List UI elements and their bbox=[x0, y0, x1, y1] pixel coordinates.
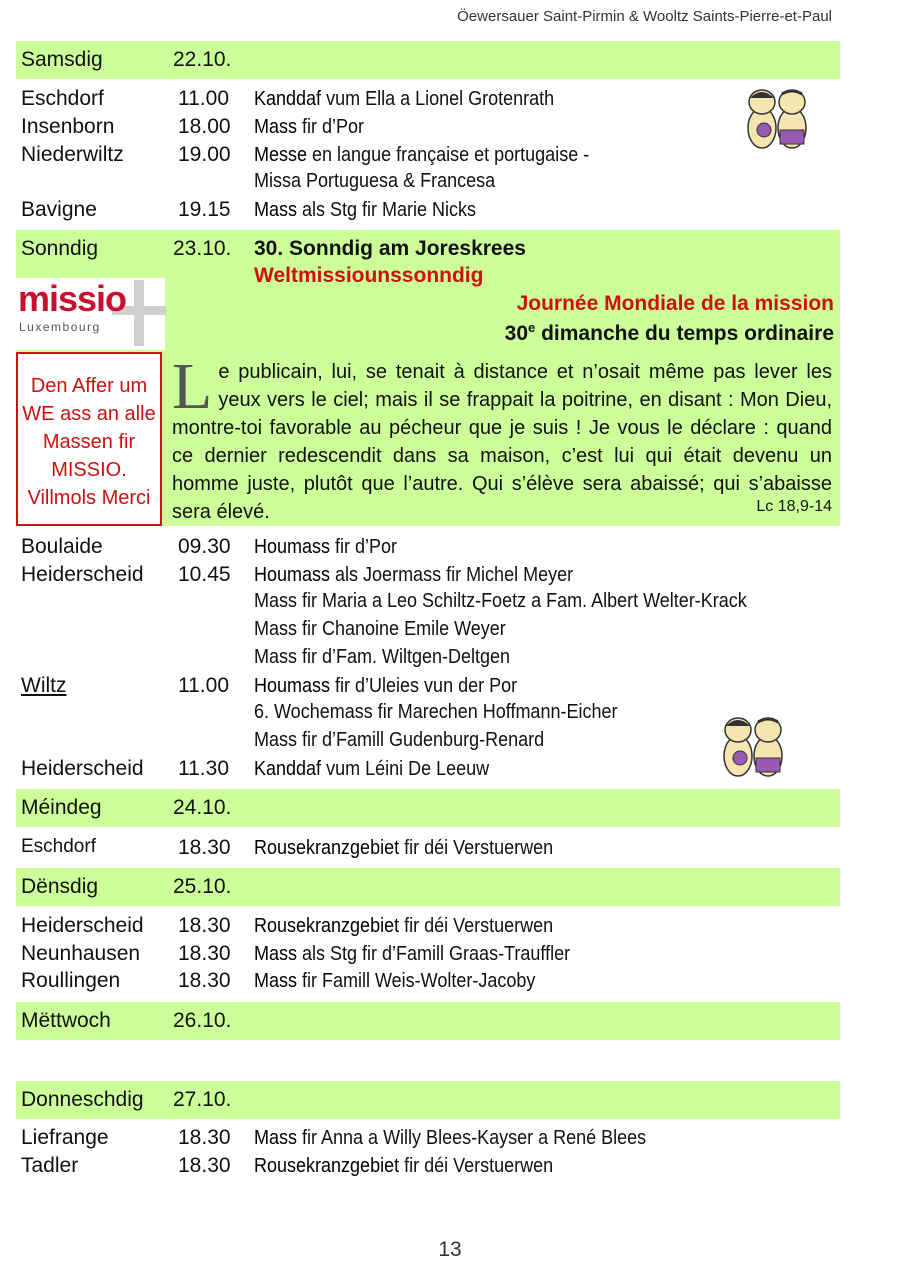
place: Heiderscheid bbox=[21, 914, 144, 937]
continuation-line: Missa Portuguesa & Francesa bbox=[254, 170, 496, 192]
description bbox=[254, 198, 501, 222]
service-detail: fir Anna a Willy Blees-Kayser a René Blees bbox=[297, 1127, 647, 1149]
description bbox=[254, 115, 376, 139]
schedule-row bbox=[16, 142, 840, 169]
service-kind: Rousekranzgebiet bbox=[254, 915, 400, 937]
description bbox=[254, 914, 586, 938]
service-kind: Houmass bbox=[254, 675, 331, 697]
quote-text: e publicain, lui, se tenait à distance et n’osait même pas lever les yeux vers le ciel; mais il se frappait la poitrine, en disant : Mon Dieu, montre-toi favorable au pécheur que je suis ! Je vous le déclare : quand ce dernier redescendit dans sa maison, c’est lui qui était devenu un homme juste, plutôt que l’autre. Qui s’élève sera abaissé; qui s’abaisse sera élevé. bbox=[172, 361, 832, 523]
logo-sub: Luxembourg bbox=[19, 320, 101, 334]
continuation-line: Mass fir Chanoine Emile Weyer bbox=[254, 618, 506, 640]
description bbox=[254, 1154, 586, 1178]
day-bar-tuesday bbox=[16, 868, 840, 906]
service-detail: als Stg fir d’Famill Graas-Trauffler bbox=[297, 943, 571, 965]
place: Eschdorf bbox=[21, 836, 96, 857]
page-header: Öewersauer Saint-Pirmin & Wooltz Saints-Pierre-et-Paul bbox=[457, 8, 832, 25]
schedule-row bbox=[16, 673, 840, 700]
day-date: 27.10. bbox=[173, 1088, 232, 1111]
service-detail: als Stg fir Marie Nicks bbox=[297, 199, 477, 221]
place: Heiderscheid bbox=[21, 563, 144, 586]
service-detail: fir d’Uleies vun der Por bbox=[330, 675, 518, 697]
schedule-row bbox=[16, 913, 840, 940]
time: 18.30 bbox=[178, 942, 231, 965]
schedule-row bbox=[16, 86, 840, 113]
service-detail: fir d’Por bbox=[330, 536, 398, 558]
place: Heiderscheid bbox=[21, 757, 144, 780]
service-kind: Mass bbox=[254, 116, 298, 138]
description bbox=[254, 836, 586, 860]
description bbox=[254, 143, 626, 167]
description bbox=[254, 535, 413, 559]
description bbox=[254, 674, 546, 698]
time: 19.15 bbox=[178, 198, 231, 221]
description bbox=[254, 563, 609, 587]
time: 11.00 bbox=[178, 87, 229, 110]
description bbox=[254, 942, 605, 966]
service-kind: Mass bbox=[254, 970, 298, 992]
time: 18.00 bbox=[178, 115, 231, 138]
day-bar-wednesday bbox=[16, 1002, 840, 1040]
place: Boulaide bbox=[21, 535, 103, 558]
time: 18.30 bbox=[178, 914, 231, 937]
continuation-line: Mass fir d’Famill Gudenburg-Renard bbox=[254, 729, 545, 751]
schedule-row bbox=[16, 968, 840, 995]
service-kind: Rousekranzgebiet bbox=[254, 1155, 400, 1177]
schedule-row bbox=[16, 114, 840, 141]
service-kind: Rousekranzgebiet bbox=[254, 837, 400, 859]
quote-reference: Lc 18,9-14 bbox=[756, 498, 832, 515]
service-kind: Mass bbox=[254, 199, 298, 221]
time: 18.30 bbox=[178, 1154, 231, 1177]
continuation-line: Mass fir d’Fam. Wiltgen-Deltgen bbox=[254, 646, 511, 668]
day-name: Donneschdig bbox=[21, 1088, 144, 1111]
service-detail: fir déi Verstuerwen bbox=[399, 915, 554, 937]
continuation-line: Mass fir Maria a Leo Schiltz-Foetz a Fam. Albert Welter-Krack bbox=[254, 590, 747, 612]
day-date: 26.10. bbox=[173, 1009, 232, 1032]
day-bar-monday bbox=[16, 789, 840, 827]
service-detail: als Joermass fir Michel Meyer bbox=[330, 564, 574, 586]
missio-logo bbox=[16, 278, 165, 350]
place: Tadler bbox=[21, 1154, 79, 1177]
day-name: Samsdig bbox=[21, 48, 103, 71]
service-detail: fir déi Verstuerwen bbox=[399, 837, 554, 859]
day-bar-saturday bbox=[16, 41, 840, 79]
description bbox=[254, 1126, 690, 1150]
time: 09.30 bbox=[178, 535, 231, 558]
service-kind: Houmass bbox=[254, 564, 331, 586]
gospel-quote bbox=[172, 350, 832, 526]
description bbox=[254, 87, 588, 111]
service-kind: Kanddaf bbox=[254, 88, 322, 110]
day-date: 23.10. bbox=[173, 237, 232, 260]
place: Eschdorf bbox=[21, 87, 104, 110]
logo-word: missio bbox=[18, 278, 127, 319]
service-detail: en langue française et portugaise - bbox=[307, 144, 590, 166]
place: Neunhausen bbox=[21, 942, 141, 965]
service-kind: Houmass bbox=[254, 536, 331, 558]
day-date: 24.10. bbox=[173, 796, 232, 819]
place: Wiltz bbox=[21, 674, 67, 697]
schedule-row bbox=[16, 835, 840, 862]
page-number: 13 bbox=[438, 1238, 462, 1261]
day-name: Sonndig bbox=[21, 237, 99, 260]
missio-appeal-box: Den Affer um WE ass an alle Massen fir MISSIO. Villmols Merci bbox=[16, 352, 162, 526]
place: Liefrange bbox=[21, 1126, 109, 1149]
description bbox=[254, 969, 567, 993]
service-detail: vum Ella a Lionel Grotenrath bbox=[321, 88, 555, 110]
service-kind: Kanddaf bbox=[254, 758, 322, 780]
service-kind: Mass bbox=[254, 1127, 298, 1149]
time: 11.30 bbox=[178, 757, 229, 780]
place: Insenborn bbox=[21, 115, 115, 138]
day-name: Dënsdig bbox=[21, 875, 99, 898]
time: 18.30 bbox=[178, 1126, 231, 1149]
service-kind: Messe bbox=[254, 144, 308, 166]
place: Niederwiltz bbox=[21, 143, 124, 166]
service-detail: vum Léini De Leeuw bbox=[321, 758, 490, 780]
french-subtitle: 30e dimanche du temps ordinaire bbox=[504, 320, 834, 345]
baptism-children-icon bbox=[718, 714, 788, 780]
schedule-row bbox=[16, 1125, 840, 1152]
time: 19.00 bbox=[178, 143, 231, 166]
place: Bavigne bbox=[21, 198, 97, 221]
description bbox=[254, 757, 515, 781]
baptism-children-icon bbox=[742, 86, 812, 152]
schedule-row bbox=[16, 1153, 840, 1180]
day-name: Méindeg bbox=[21, 796, 102, 819]
sunday-title: 30. Sonndig am Joreskrees bbox=[254, 237, 526, 260]
time: 10.45 bbox=[178, 563, 231, 586]
schedule-row bbox=[16, 941, 840, 968]
french-title: Journée Mondiale de la mission bbox=[516, 292, 834, 315]
time: 11.00 bbox=[178, 674, 229, 697]
time: 18.30 bbox=[178, 969, 231, 992]
schedule-row bbox=[16, 534, 840, 561]
sunday-subtitle: Weltmissiounssonndig bbox=[254, 264, 484, 287]
day-bar-thursday bbox=[16, 1081, 840, 1119]
service-kind: Mass bbox=[254, 943, 298, 965]
day-name: Mëttwoch bbox=[21, 1009, 111, 1032]
time: 18.30 bbox=[178, 836, 231, 859]
schedule-row bbox=[16, 562, 840, 589]
day-date: 25.10. bbox=[173, 875, 232, 898]
continuation-line: 6. Wochemass fir Marechen Hoffmann-Eicher bbox=[254, 701, 618, 723]
place: Roullingen bbox=[21, 969, 121, 992]
service-detail: fir d’Por bbox=[297, 116, 365, 138]
schedule-row bbox=[16, 197, 840, 224]
schedule-row bbox=[16, 756, 840, 783]
service-detail: fir Famill Weis-Wolter-Jacoby bbox=[297, 970, 536, 992]
service-detail: fir déi Verstuerwen bbox=[399, 1155, 554, 1177]
drop-cap: L bbox=[172, 350, 213, 423]
day-date: 22.10. bbox=[173, 48, 232, 71]
